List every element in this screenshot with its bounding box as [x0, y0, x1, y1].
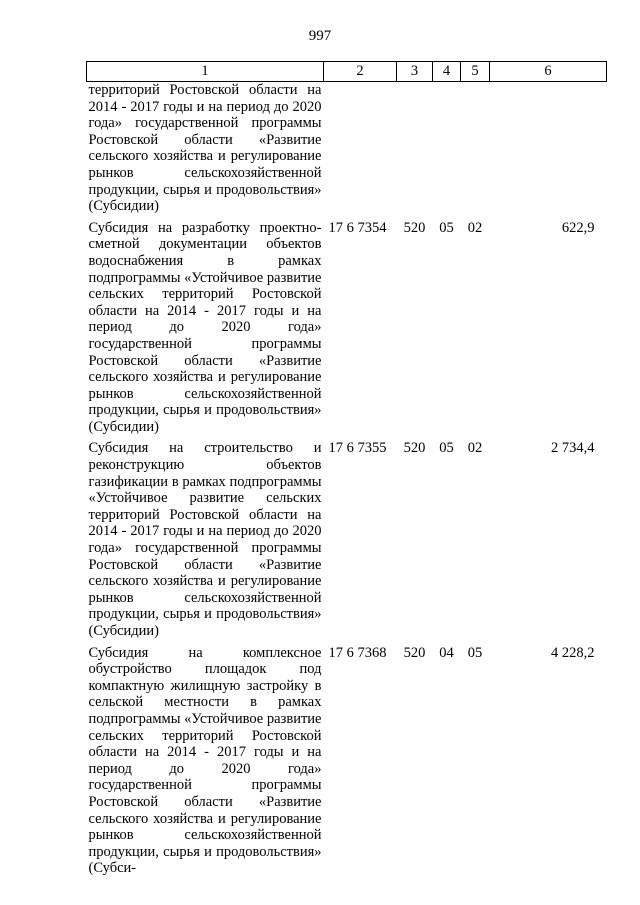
page-number: 997 [308, 28, 332, 44]
row-subsection: 02 [467, 440, 483, 457]
table-header [87, 62, 607, 82]
row-expense-type: 520 [403, 219, 426, 236]
table-body [87, 82, 607, 877]
row-target-code: 17 6 7354 [328, 219, 387, 236]
header-col-3: 3 [397, 62, 433, 82]
row-description: территорий Ростовской области на 2014 - 2017 годы и на период до 2020 года» государственной программы Ростовской области «Развитие сельского хозяйства и регулирование рынков сельскохозяйственной продукции, сырья и продовольствия» (Субсидии) [88, 82, 322, 215]
row-section: 04 [439, 644, 454, 661]
row-expense-type: 520 [403, 644, 426, 661]
table-row [87, 640, 607, 877]
table-row [87, 82, 607, 215]
table-row [87, 435, 607, 639]
budget-table [86, 61, 607, 877]
budget-table-container [86, 61, 606, 877]
row-section: 05 [439, 440, 454, 457]
table-row [87, 215, 607, 436]
row-amount [490, 82, 607, 215]
row-expense-type: 520 [403, 440, 426, 457]
header-col-2: 2 [324, 62, 397, 82]
row-amount: 622,9 [561, 219, 595, 236]
header-col-1: 1 [87, 62, 324, 82]
row-subsection: 05 [467, 644, 483, 661]
row-section [433, 82, 461, 215]
row-description: Субсидия на разработку проектно-сметной документации объектов водоснабжения в рамках подпрограммы «Устойчивое развитие сельских территорий Ростовской области на 2014 - 2017 годы и на период до 2020 года» государственной программы Ростовской области «Развитие сельского хозяйства и регулирование рынков сельскохозяйственной продукции, сырья и продовольствия» (Субсидии) [88, 219, 322, 435]
row-amount: 4 228,2 [551, 644, 595, 661]
row-subsection [461, 82, 490, 215]
row-description: Субсидия на комплексное обустройство площадок под компактную жилищную застройку в сельской местности в рамках подпрограммы «Устойчивое развитие сельских территорий Ростовской области на 2014 - 2017 годы и на период до 2020 года» государственной программы Ростовской области «Развитие сельского хозяйства и регулирование рынков сельскохозяйственной продукции, сырья и продовольствия» (Субси- [88, 644, 322, 877]
row-section: 05 [439, 219, 454, 236]
row-target-code: 17 6 7368 [328, 644, 387, 661]
header-col-4: 4 [433, 62, 461, 82]
row-description: Субсидия на строительство и реконструкцию объектов газификации в рамках подпрограммы «Устойчивое развитие сельских территорий Ростовской области на 2014 - 2017 годы и на период до 2020 года» государственной программы Ростовской области «Развитие сельского хозяйства и регулирование рынков сельскохозяйственной продукции, сырья и продовольствия» (Субсидии) [88, 440, 322, 639]
row-expense-type [397, 82, 433, 215]
header-col-5: 5 [461, 62, 490, 82]
row-subsection: 02 [467, 219, 483, 236]
header-col-6: 6 [490, 62, 607, 82]
row-target-code [324, 82, 397, 215]
row-target-code: 17 6 7355 [328, 440, 387, 457]
row-amount: 2 734,4 [551, 440, 595, 457]
